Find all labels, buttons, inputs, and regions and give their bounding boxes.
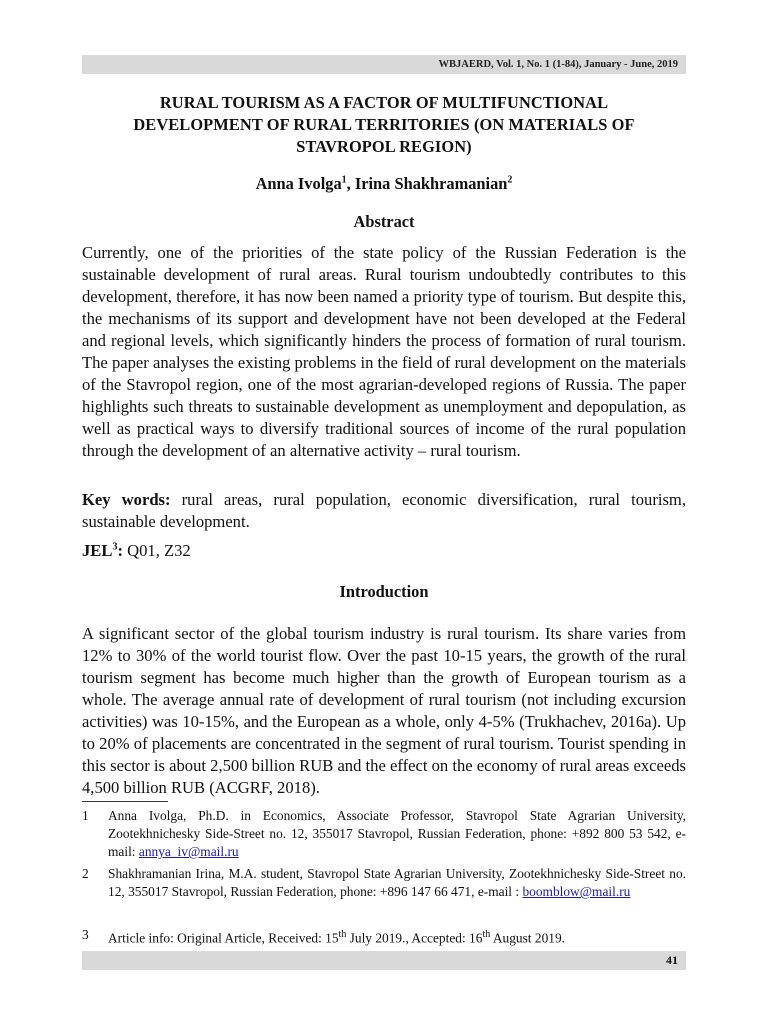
page-number: 41 [666, 953, 678, 967]
author-name: Irina Shakhramanian [354, 174, 508, 193]
author-name: Anna Ivolga [255, 174, 342, 193]
abstract-heading: Abstract [353, 212, 415, 231]
keywords [82, 489, 686, 533]
title-line: RURAL TOURISM AS A FACTOR OF MULTIFUNCTIONAL [159, 93, 609, 112]
jel-codes [82, 541, 191, 561]
author-list [82, 174, 686, 194]
footnote-text: Article info: Original Article, Received: 15th July 2019., Accepted: 16th August 2019. [108, 929, 566, 946]
footnote-number: 3 [82, 927, 89, 942]
footnote-number: 1 [82, 808, 89, 823]
journal-citation: WBJAERD, Vol. 1, No. 1 (1-84), January - June, 2019 [438, 59, 678, 70]
footnote-text: Anna Ivolga, Ph.D. in Economics, Associate Professor, Stavropol State Agrarian University, Zootekhnichesky Side-Street no. 12, 355017 Stavropol, Russian Federation, phone: +892 800 53 542, e-mail: [108, 808, 686, 859]
footnote-1 [82, 807, 686, 861]
paper-title [82, 92, 686, 158]
introduction-text: A significant sector of the global tourism industry is rural tourism. Its share varies from 12% to 30% of the world tourist flow. Over the past 10-15 years, the growth of the rural tourism segment has become much higher than the growth of European tourism as a whole. The average annual rate of development of rural tourism (not including excursion activities) was 10-15%, and the European as a whole, only 4-5% (Trukhachev, 2016a). Up to 20% of placements are concentrated in the segment of rural tourism. Tourist spending in this sector is about 2,500 billion RUB and the effect on the economy of rural areas exceeds 4,500 billion RUB (ACGRF, 2018). [82, 624, 686, 797]
footnote-number: 2 [82, 866, 89, 881]
jel-codes-text: Q01, Z32 [122, 541, 191, 560]
running-header [82, 55, 686, 74]
title-line: DEVELOPMENT OF RURAL TERRITORIES (ON MATERIALS OF [133, 115, 635, 134]
footnote-divider [82, 801, 168, 802]
footnote-2 [82, 865, 686, 901]
abstract-text: Currently, one of the priorities of the state policy of the Russian Federation is the sustainable development of rural areas. Rural tourism undoubtedly contributes to this development, therefore, it has now been named a priority type of tourism. But despite this, the mechanisms of its support and development have not been developed at the Federal and regional levels, which significantly hinders the process of formation of rural tourism. The paper analyses the existing problems in the field of rural development on the materials of the Stavropol region, one of the most agrarian-developed regions of Russia. The paper highlights such threats to sustainable development as unemployment and depopulation, as well as practical ways to diversify traditional sources of income of the rural population through the development of an alternative activity – rural tourism. [82, 243, 686, 460]
keywords-label: Key words: [82, 490, 171, 509]
footnote-text: Shakhramanian Irina, M.A. student, Stavropol State Agrarian University, Zootekhnichesky Side-Street no. 12, 355017 Stavropol, Russian Federation, phone: +896 147 66 471, e-mail : [108, 866, 686, 899]
email-link[interactable]: annya_iv@mail.ru [138, 844, 239, 859]
keywords-text: rural areas, rural population, economic diversification, rural tourism, sustainable development. [82, 490, 686, 531]
author-footnote-marker: 2 [507, 174, 513, 186]
footnote-3 [82, 926, 686, 947]
title-line: STAVROPOL REGION) [296, 137, 472, 156]
introduction-heading: Introduction [339, 582, 429, 601]
email-link[interactable]: boomblow@mail.ru [522, 884, 631, 899]
author-footnote-marker: 1 [341, 174, 347, 186]
running-footer [82, 951, 686, 970]
jel-label: JEL$^3$: [82, 541, 123, 560]
author-separator: , [346, 174, 355, 193]
